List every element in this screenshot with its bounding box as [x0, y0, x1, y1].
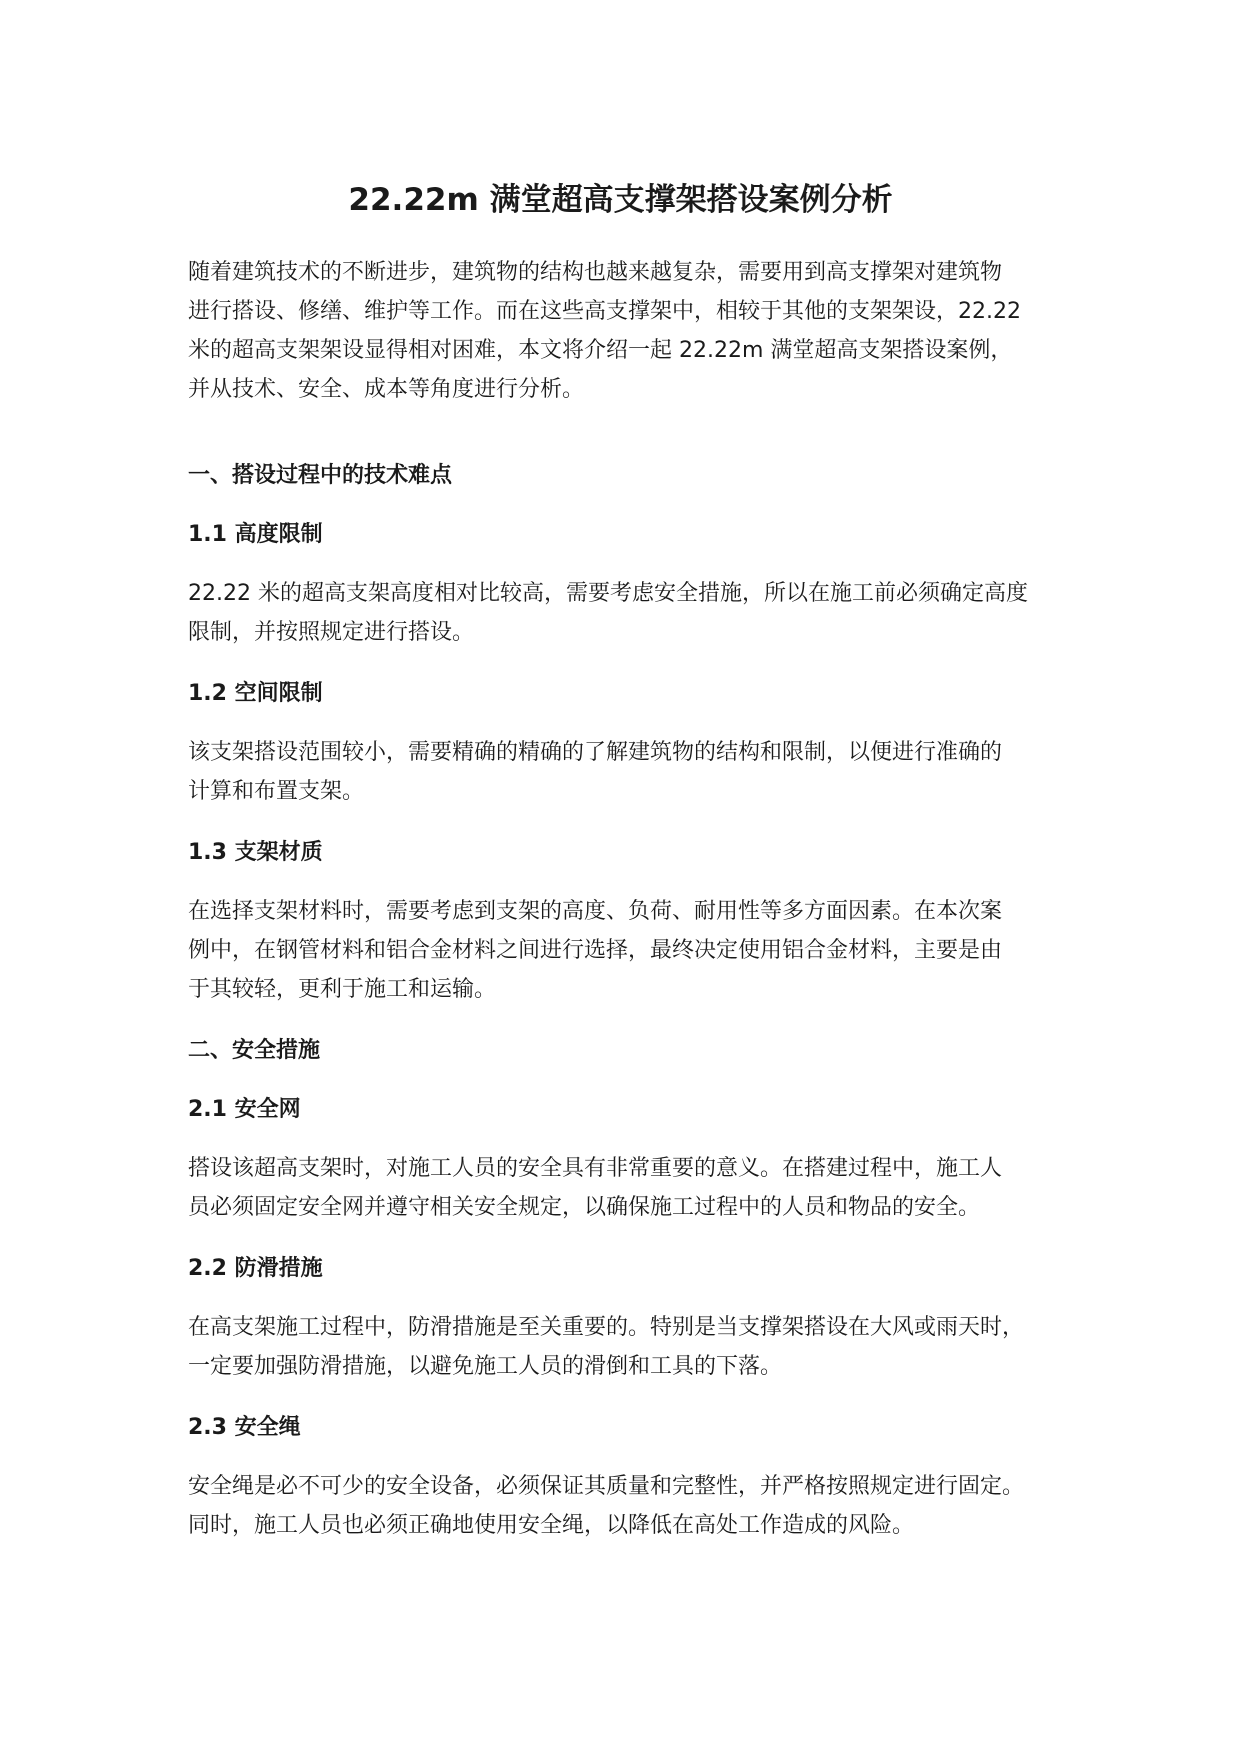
- paragraph-line: 安全绳是必不可少的安全设备，必须保证其质量和完整性，并严格按照规定进行固定。: [188, 1474, 1025, 1499]
- paragraph-line: 限制，并按照规定进行搭设。: [188, 620, 475, 645]
- paragraph-line: 计算和布置支架。: [188, 779, 365, 804]
- section-heading-1: 一、搭设过程中的技术难点: [188, 463, 453, 488]
- paragraph-line: 随着建筑技术的不断进步，建筑物的结构也越来越复杂，需要用到高支撑架对建筑物: [188, 260, 1003, 285]
- subsection-heading-2-1: 2.1 安全网: [188, 1097, 301, 1122]
- subsection-heading-2-2: 2.2 防滑措施: [188, 1256, 323, 1281]
- intro-paragraph: [188, 253, 1068, 409]
- paragraph-line: 例中，在钢管材料和铝合金材料之间进行选择，最终决定使用铝合金材料，主要是由: [188, 938, 1003, 963]
- subsection-heading-1-1: 1.1 高度限制: [188, 522, 323, 547]
- paragraph-line: 于其较轻，更利于施工和运输。: [188, 977, 497, 1002]
- paragraph-2-3: [188, 1467, 1068, 1545]
- document-title: 22.22m 满堂超高支撑架搭设案例分析: [348, 182, 893, 218]
- paragraph-line: 一定要加强防滑措施，以避免施工人员的滑倒和工具的下落。: [188, 1354, 783, 1379]
- paragraph-line: 在选择支架材料时，需要考虑到支架的高度、负荷、耐用性等多方面因素。在本次案: [188, 899, 1003, 924]
- paragraph-line: 在高支架施工过程中，防滑措施是至关重要的。特别是当支撑架搭设在大风或雨天时，: [188, 1315, 1025, 1340]
- subsection-heading-1-3: 1.3 支架材质: [188, 840, 323, 865]
- paragraph-line: 搭设该超高支架时，对施工人员的安全具有非常重要的意义。在搭建过程中，施工人: [188, 1156, 1003, 1181]
- paragraph-line: 同时，施工人员也必须正确地使用安全绳，以降低在高处工作造成的风险。: [188, 1513, 915, 1538]
- paragraph-1-2: [188, 733, 1068, 811]
- paragraph-line: 员必须固定安全网并遵守相关安全规定，以确保施工过程中的人员和物品的安全。: [188, 1195, 981, 1220]
- paragraph-line: 该支架搭设范围较小，需要精确的精确的了解建筑物的结构和限制，以便进行准确的: [188, 740, 1003, 765]
- paragraph-2-2: [188, 1308, 1068, 1386]
- paragraph-line: 米的超高支架架设显得相对困难，本文将介绍一起 22.22m 满堂超高支架搭设案例，: [188, 338, 1013, 363]
- subsection-heading-2-3: 2.3 安全绳: [188, 1415, 301, 1440]
- paragraph-2-1: [188, 1149, 1068, 1227]
- section-heading-2: 二、安全措施: [188, 1038, 321, 1063]
- paragraph-line: 22.22 米的超高支架高度相对比较高，需要考虑安全措施，所以在施工前必须确定高度: [188, 581, 1028, 606]
- subsection-heading-1-2: 1.2 空间限制: [188, 681, 323, 706]
- paragraph-line: 进行搭设、修缮、维护等工作。而在这些高支撑架中，相较于其他的支架架设，22.22: [188, 299, 1021, 324]
- paragraph-1-3: [188, 892, 1068, 1009]
- paragraph-1-1: [188, 574, 1068, 652]
- paragraph-line: 并从技术、安全、成本等角度进行分析。: [188, 377, 585, 402]
